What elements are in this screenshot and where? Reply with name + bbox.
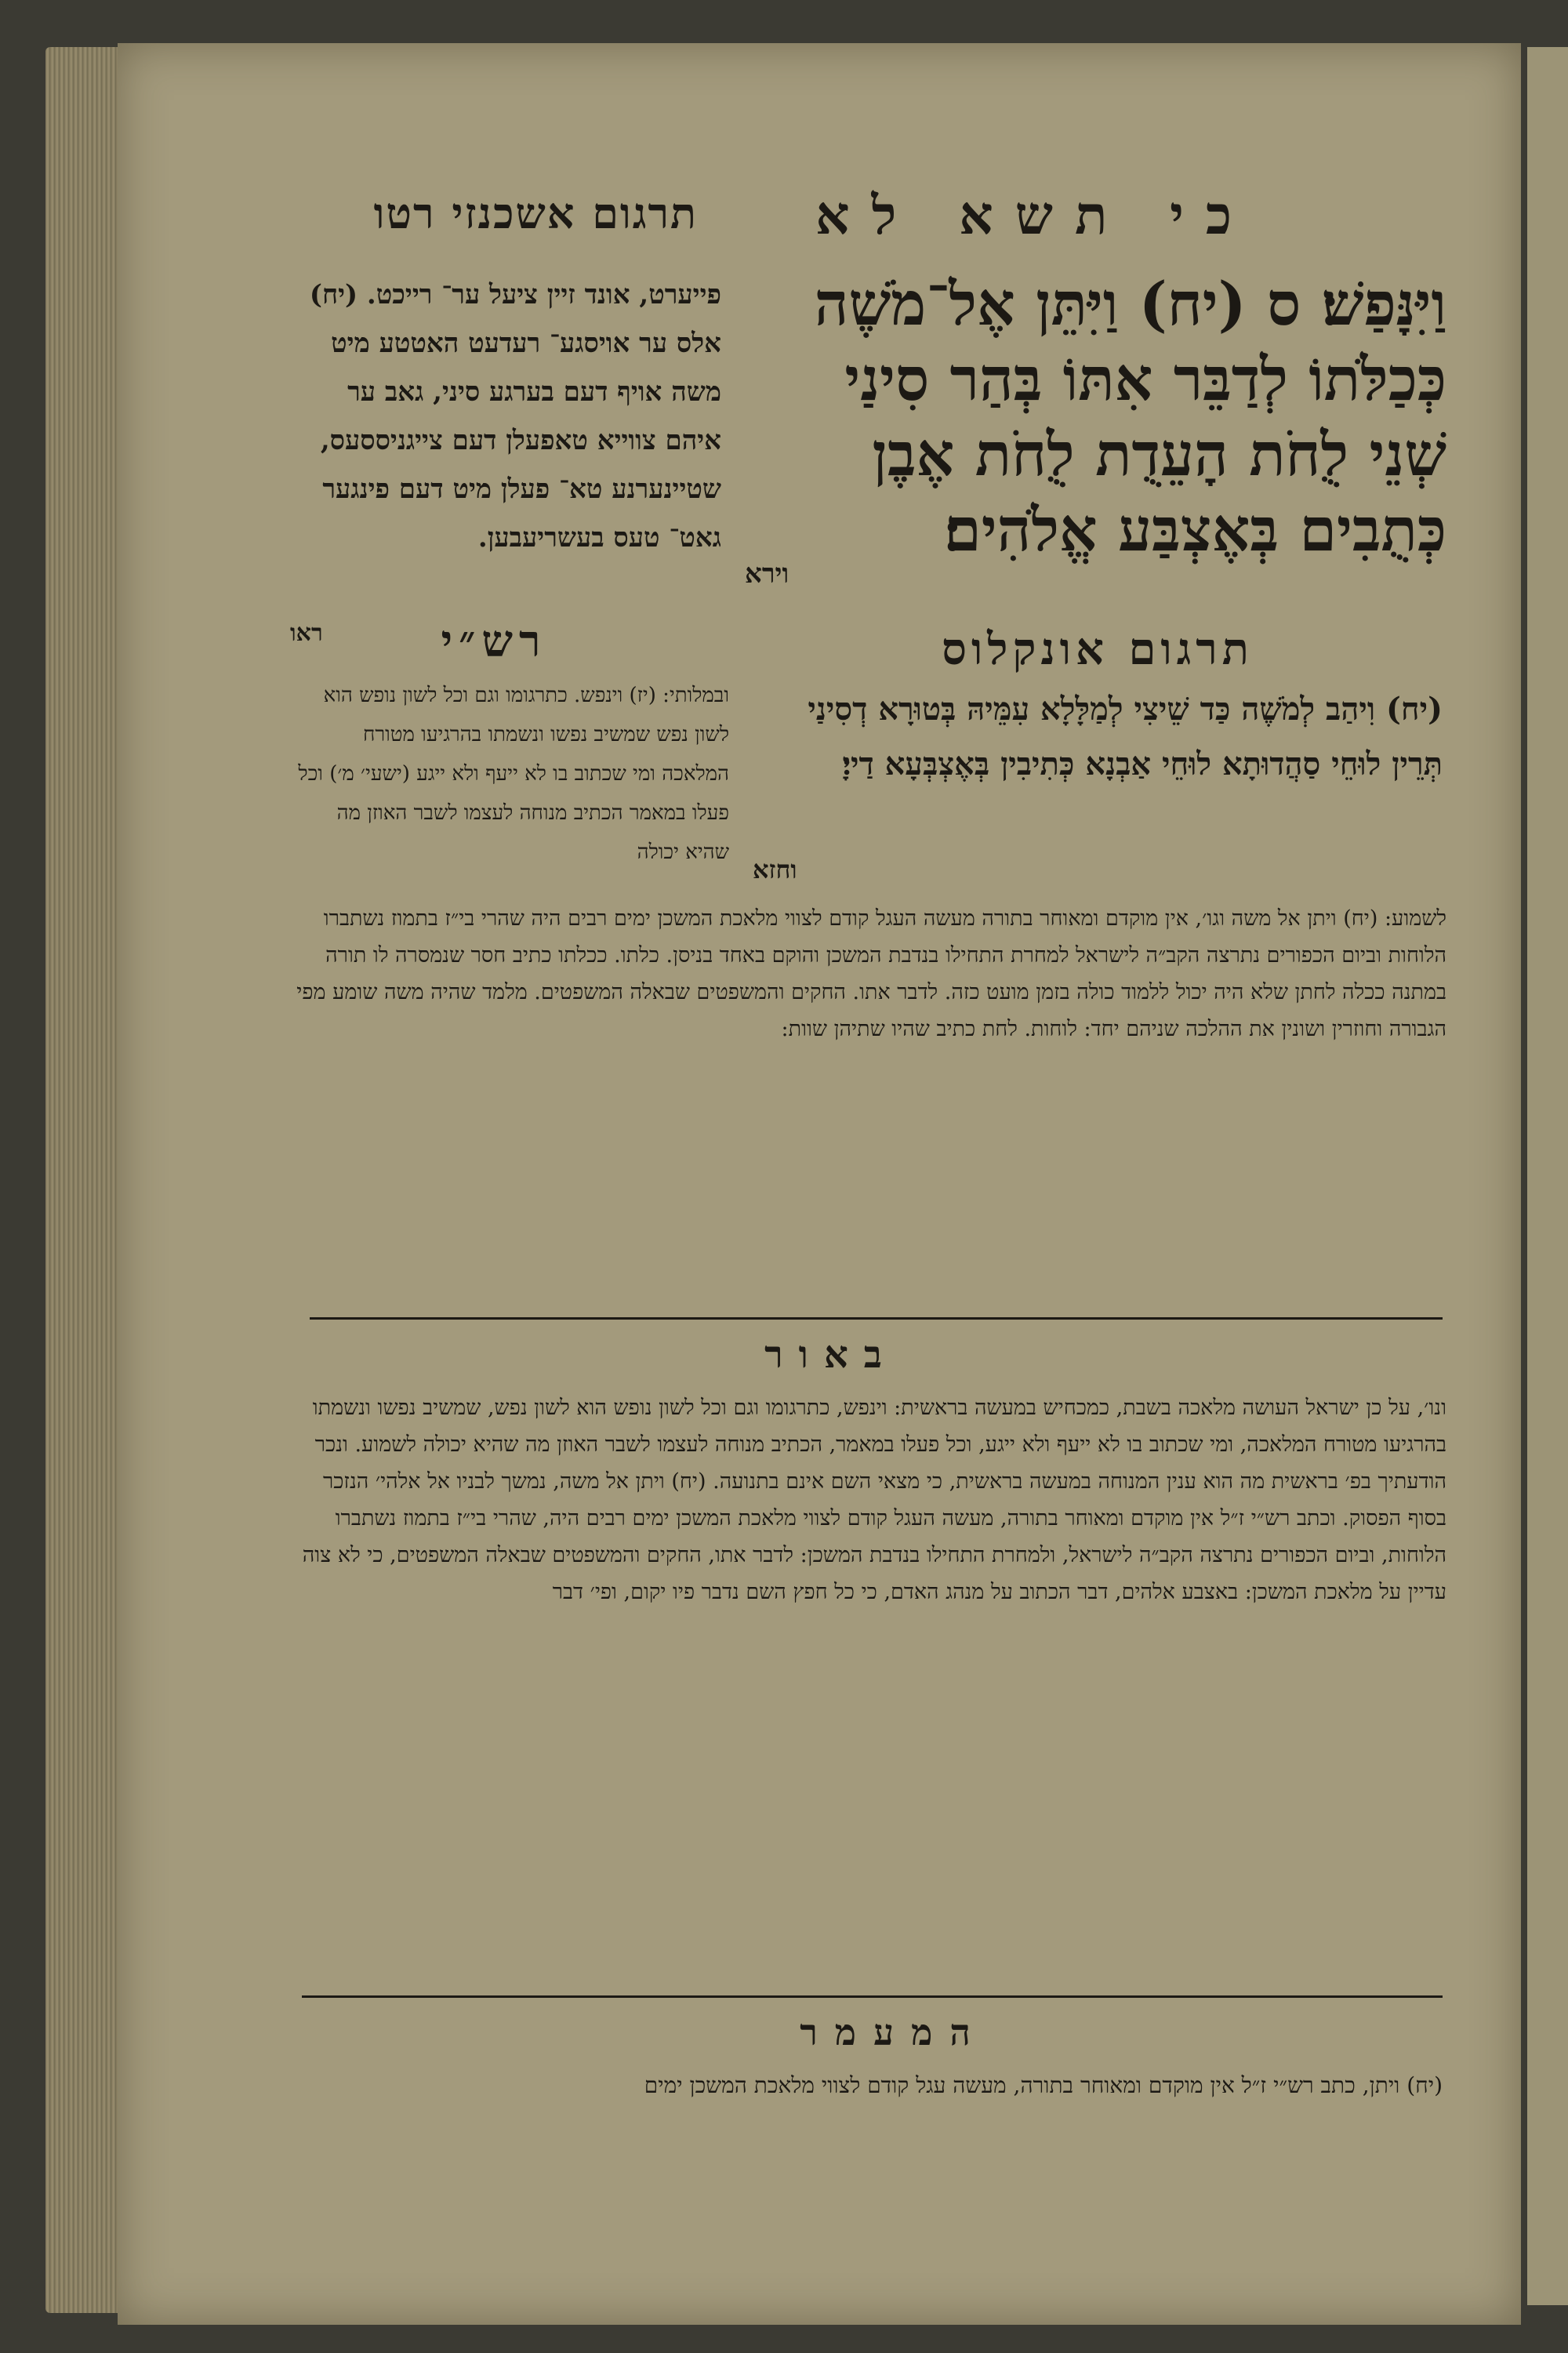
ashkenazi-translation: פייערט, אונד זיין ציעל ער־ רייכט. (יח) אלס ער אויסגע־ רעדעט האטטע מיט משה אויף דעם בערגע סיני, גאב ער איהם צווייא טאפעלן דעם צייגניססעס, שטיינערנע טא־ פעלן מיט דעם פינגער גאט־ טעס בעשריעבען. — [309, 279, 721, 554]
onkelos-text: (יח) וִיהַב לְמֹשֶׁה כַּד שֵׁיצִי לְמַלָּלָא עִמֵּיהּ בְּטוּרָא דְסִינַי תְּרֵין לוּחֵי סַהֲדוּתָא לוּחֵי אַבְנָא כְּתִיבִין בְּאֶצְבְּעָא דַייָ׃ — [808, 691, 1443, 783]
onkelos-heading: תרגום אונקלוס — [942, 623, 1254, 675]
biur-commentary: ונו׳, על כן ישראל העושה מלאכה בשבת, כמכחיש במעשה בראשית: וינפש, כתרגומו וגם וכל לשון נופש הוא לשון נפש, שמשיב נפשו ונשמתו בהרגיעו מטורח המלאכה, ומי שכתוב בו לא ייעף ולא ייגע, וכל פעלו במאמר, הכתיב מנוחה לעצמו לשבר האוזן מה שהיא יכולה לשמוע. ונכר הודעתיך בפ׳ בראשית מה הוא ענין המנוחה במעשה בראשית, כי מצאי השם אינם בתנועה. (יח) ויתן אל משה, נמשך לבניו אל אלהי׳ הנזכר בסוף הפסוק. וכתב רש״י ז״ל אין מוקדם ומאוחר בתורה, מעשה העגל קודם לצווי מלאכת המשכן ימים רבים היה, שהרי בי״ז בתמוז נשתברו הלוחות, וביום הכפורים נתרצה הקב״ה לישראל, ולמחרת התחילו בנדבת המשכן: לדבר אתו, החקים והמשפטים שבאלה המשפטים, כי לא צוה עדיין על מלאכת המשכן: באצבע אלהים, דבר הכתוב על מנהג האדם, כי כל חפץ השם נדבר פיו יקום, ופי׳ דבר — [302, 1396, 1446, 1604]
biur-heading: באור — [764, 1333, 898, 1377]
maamar-heading: המעמר — [800, 2011, 988, 2053]
maamar-commentary: (יח) ויתן, כתב רש״י ז״ל אין מוקדם ומאוחר בתורה, מעשה עגל קודם לצווי מלאכת המשכן ימים — [644, 2072, 1443, 2098]
torah-verse: וַיִּנָּפַשׁ׃ ס (יח) וַיִּתֵּן אֶל־מֹשֶׁה כְּכַלֹּתוֹ לְדַבֵּר אִתּוֹ בְּהַר סִינַי שְׁנֵי לֻחֹת הָעֵדֻת לֻחֹת אֶבֶן כְּתֻבִים בְּאֶצְבַּע אֱלֹהִים׃ — [814, 269, 1446, 565]
divider-rule — [310, 1317, 1443, 1320]
rashi-commentary: לשמוע: (יח) ויתן אל משה וגו׳, אין מוקדם ומאוחר בתורה מעשה העגל קודם לצווי מלאכת המשכן ימים רבים היה שהרי בי״ז בתמוז נשתברו הלוחות וביום הכפורים נתרצה הקב״ה לישראל למחרת התחילו בנדבת המשכן והוקם באחד בניסן. כלתו. ככלתו כתיב חסר שנמסרה לו תורה במתנה ככלה לחתן שלא היה יכול ללמוד כולה בזמן מועט כזה. לדבר אתו. החקים והמשפטים שבאלה המשפטים. מלמד שהיה משה שומע מפי הגבורה וחוזרין ושונין את ההלכה שניהם יחד: לוחות. לחת כתיב שהיו שתיהן שוות: — [296, 906, 1446, 1041]
rashi-side-column: ובמלותי: (יז) וינפש. כתרגומו וגם וכל לשון נופש הוא לשון נפש שמשיב נפשו ונשמתו בהרגיעו מטורח המלאכה ומי שכתוב בו לא ייעף ולא ייגע (ישעי׳ מ׳) וכל פעלו במאמר הכתיב מנוחה לעצמו לשבר האוזן מה שהיא יכולה — [298, 684, 729, 864]
running-header-right: כי תשא לא — [815, 184, 1254, 247]
facing-page-edge — [1527, 47, 1568, 2305]
page-number: ראו — [290, 619, 323, 647]
rashi-heading: רש״י — [441, 615, 547, 667]
divider-rule — [302, 1995, 1443, 1998]
running-header-left: תרגום אשכנזי רטו — [373, 188, 698, 238]
onkelos-catchword: וחזא — [753, 855, 797, 884]
verse-catchword: וירא — [745, 558, 789, 590]
